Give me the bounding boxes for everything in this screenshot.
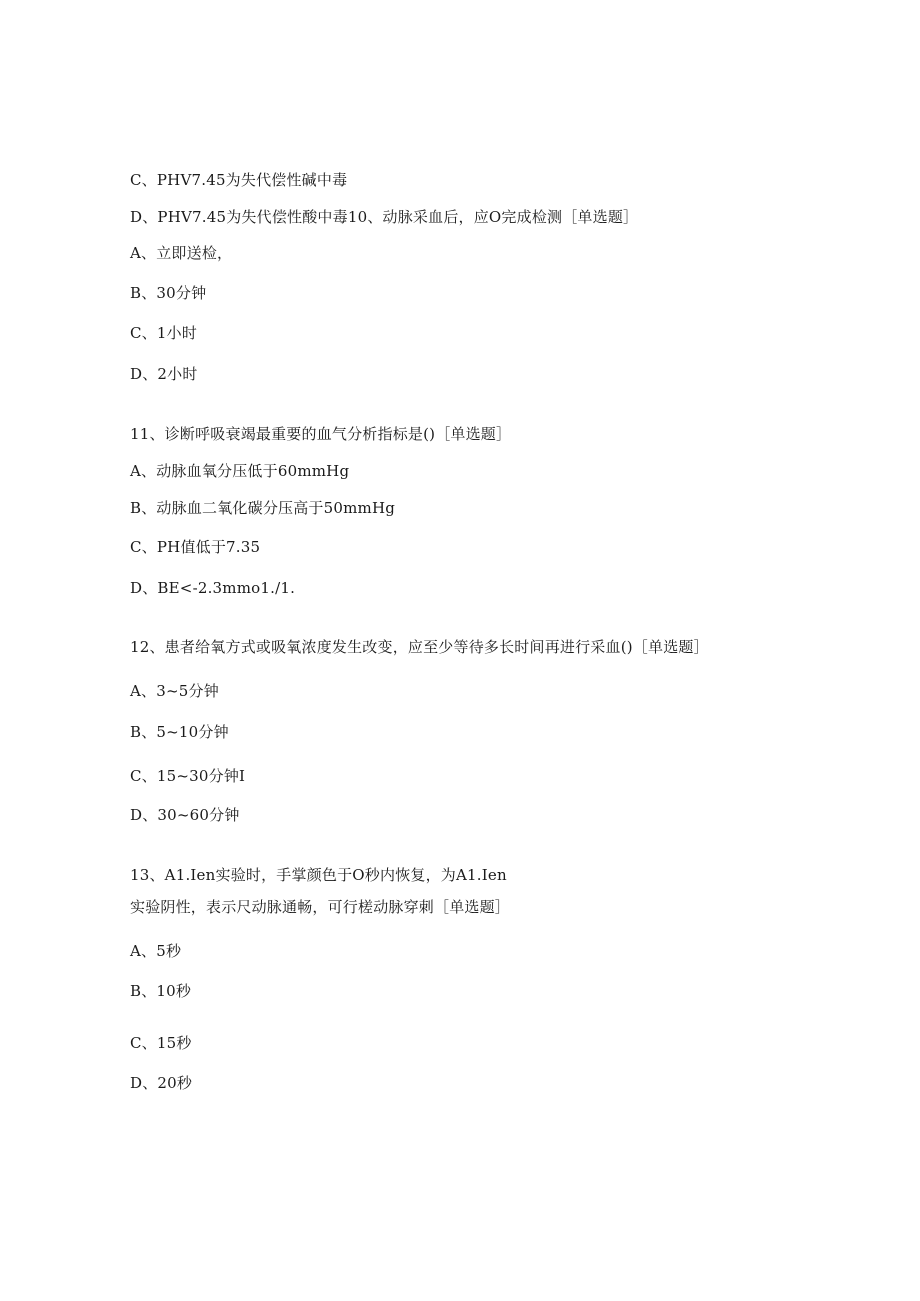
question-13-line-2: 实验阴性，表示尺动脉通畅，可行槎动脉穿刺［单选题］ [130,898,511,916]
question-13-line-1: 13、A1.Ien实验时，手掌颜色于O秒内恢复，为A1.Ien [130,866,507,884]
option-b-line: B、10秒 [130,982,192,1000]
option-a-line: A、3~5分钟 [130,682,219,700]
option-c-line: C、PH值低于7.35 [130,538,261,556]
option-c-line: C、PHV7.45为失代偿性碱中毒 [130,171,348,189]
option-d-line: D、20秒 [130,1074,193,1092]
option-a-line: A、立即送检， [130,244,233,262]
question-12-line: 12、患者给氧方式或吸氧浓度发生改变，应至少等待多长时间再进行采血()［单选题］ [130,638,709,656]
option-c-line: C、15~30分钟I [130,767,246,785]
question-11-line: 11、诊断呼吸衰竭最重要的血气分析指标是()［单选题］ [130,425,512,443]
option-d-line: D、30~60分钟 [130,806,240,824]
option-a-line: A、5秒 [130,942,182,960]
option-d-line: D、BE<-2.3mmo1./1. [130,579,296,597]
option-b-line: B、30分钟 [130,284,207,302]
option-d-question-10-line: D、PHV7.45为失代偿性酸中毒10、动脉采血后，应O完成检测［单选题］ [130,208,639,226]
option-c-line: C、1小时 [130,324,198,342]
option-b-line: B、5~10分钟 [130,723,229,741]
option-a-line: A、动脉血氧分压低于60mmHg [130,462,350,480]
option-c-line: C、15秒 [130,1034,192,1052]
option-d-line: D、2小时 [130,365,198,383]
option-b-line: B、动脉血二氧化碳分压高于50mmHg [130,499,396,517]
